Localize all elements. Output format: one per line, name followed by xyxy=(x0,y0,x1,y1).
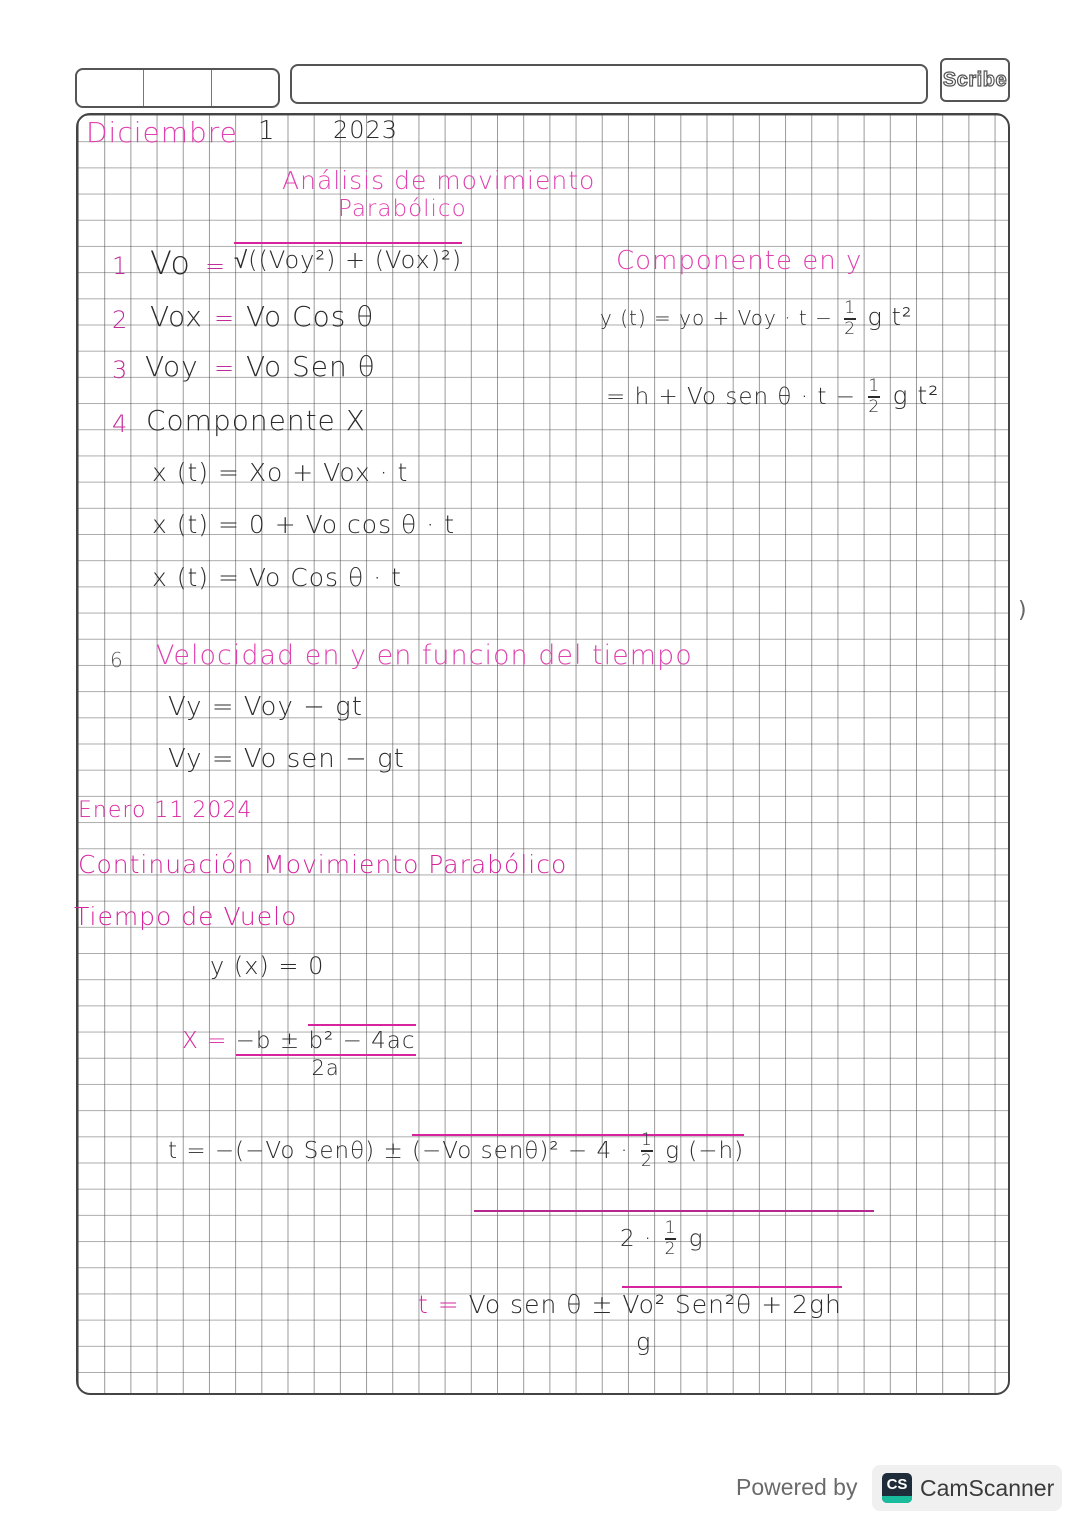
component-x-line3: x (t) = Vo Cos θ · t xyxy=(152,563,402,592)
frac-num: 1 xyxy=(641,1130,653,1150)
substitution-den-post: g xyxy=(688,1225,704,1252)
flight-time-result xyxy=(418,1290,842,1319)
component-y-line1 xyxy=(600,300,913,339)
quadratic-radicand: b² − 4ac xyxy=(308,1024,415,1054)
fraction-one-half xyxy=(868,378,880,417)
item4-label: Componente X xyxy=(146,404,366,437)
component-y-line2-lhs: = h + Vo sen θ · t − xyxy=(606,383,857,410)
date-cell-month xyxy=(144,70,211,106)
substitution-radical xyxy=(412,1130,745,1171)
frac-den: 2 xyxy=(844,318,857,339)
component-y-line2-rhs: g t² xyxy=(892,380,940,410)
quadratic-denominator: 2a xyxy=(311,1056,340,1080)
section2-title: Continuación Movimiento Parabólico xyxy=(78,850,568,879)
substitution-denominator xyxy=(620,1220,704,1259)
scribe-logo: Scribe xyxy=(940,58,1010,102)
substitution-numerator xyxy=(168,1132,744,1171)
date-cell-day xyxy=(77,70,144,106)
section1-title-line2: Parabólico xyxy=(338,196,467,222)
item2-lhs: Vox xyxy=(150,300,203,333)
item3-lhs: Voy xyxy=(145,350,199,383)
item6-title: Velocidad en y en funcion del tiempo xyxy=(156,640,693,671)
section1-date-day: 1 xyxy=(258,116,276,146)
section2-subtitle: Tiempo de Vuelo xyxy=(74,902,298,931)
frac-den: 2 xyxy=(868,396,881,417)
item-number-4: 4 xyxy=(112,410,129,438)
substitution-radicand-pre: (−Vo senθ)² − 4 · xyxy=(412,1137,629,1164)
substitution-fraction-bar xyxy=(474,1210,874,1212)
component-y-line2 xyxy=(606,378,939,417)
item1-rhs: √((Voy²) + (Vox)²) xyxy=(234,242,462,274)
section2-date: Enero 11 2024 xyxy=(78,798,253,823)
frac-den: 2 xyxy=(664,1238,677,1259)
component-x-line1: x (t) = Xo + Vox · t xyxy=(152,458,409,487)
item-number-2: 2 xyxy=(112,306,129,334)
substitution-den-pre: 2 · xyxy=(620,1225,653,1252)
date-cell-year xyxy=(212,70,278,106)
item3-rhs: Vo Sen θ xyxy=(246,350,376,383)
substitution-radicand-post: g (−h) xyxy=(665,1137,745,1164)
fraction-one-half xyxy=(641,1132,653,1171)
result-radicand: Vo² Sen²θ + 2gh xyxy=(622,1286,841,1319)
title-box xyxy=(290,64,928,104)
quadratic-num-pre: −b ± xyxy=(235,1028,301,1054)
section1-date-month: Diciembre xyxy=(86,116,238,149)
item-number-6: 6 xyxy=(110,648,124,672)
section1-date-year: 2023 xyxy=(333,116,399,144)
result-numerator-pre: Vo sen θ ± xyxy=(468,1290,614,1319)
camscanner-icon: CS xyxy=(882,1473,912,1503)
frac-num: 1 xyxy=(868,376,881,396)
date-box xyxy=(75,68,280,108)
item1-equals: = xyxy=(205,252,227,280)
item2-equals: = xyxy=(214,304,236,332)
powered-by-label: Powered by xyxy=(736,1474,858,1500)
quadratic-formula xyxy=(182,1028,416,1080)
fraction-one-half xyxy=(665,1220,677,1259)
component-x-line2: x (t) = 0 + Vo cos θ · t xyxy=(152,510,455,539)
component-y-line1-rhs: g t² xyxy=(867,302,913,331)
result-lhs: t = xyxy=(418,1290,460,1319)
quadratic-fraction xyxy=(236,1028,416,1080)
camscanner-badge[interactable] xyxy=(872,1465,1062,1511)
item1-rhs-sqrt xyxy=(234,246,462,275)
margin-mark: ) xyxy=(1018,598,1027,623)
component-y-line1-lhs: y (t) = yo + Voy · t − xyxy=(600,305,833,330)
result-denominator: g xyxy=(636,1328,652,1356)
item1-lhs: Vo xyxy=(150,244,191,282)
fraction-one-half xyxy=(844,300,856,339)
item-number-3: 3 xyxy=(112,356,129,384)
frac-num: 1 xyxy=(844,298,857,318)
quadratic-numerator xyxy=(236,1028,416,1056)
quadratic-lhs: X = xyxy=(182,1028,228,1054)
substitution-lhs: t = −(−Vo Senθ) ± xyxy=(168,1137,404,1164)
flight-time-condition: y (x) = 0 xyxy=(210,952,325,980)
item3-equals: = xyxy=(214,354,236,382)
item-number-1: 1 xyxy=(112,252,129,280)
item2-rhs: Vo Cos θ xyxy=(246,300,375,333)
item6-line2: Vy = Vo sen − gt xyxy=(168,744,405,774)
frac-den: 2 xyxy=(641,1150,653,1171)
camscanner-name: CamScanner xyxy=(920,1474,1055,1501)
item6-line1: Vy = Voy − gt xyxy=(168,692,363,722)
component-y-title: Componente en y xyxy=(616,246,863,276)
section1-title-line1: Análisis de movimiento xyxy=(282,166,596,195)
frac-num: 1 xyxy=(664,1218,677,1238)
